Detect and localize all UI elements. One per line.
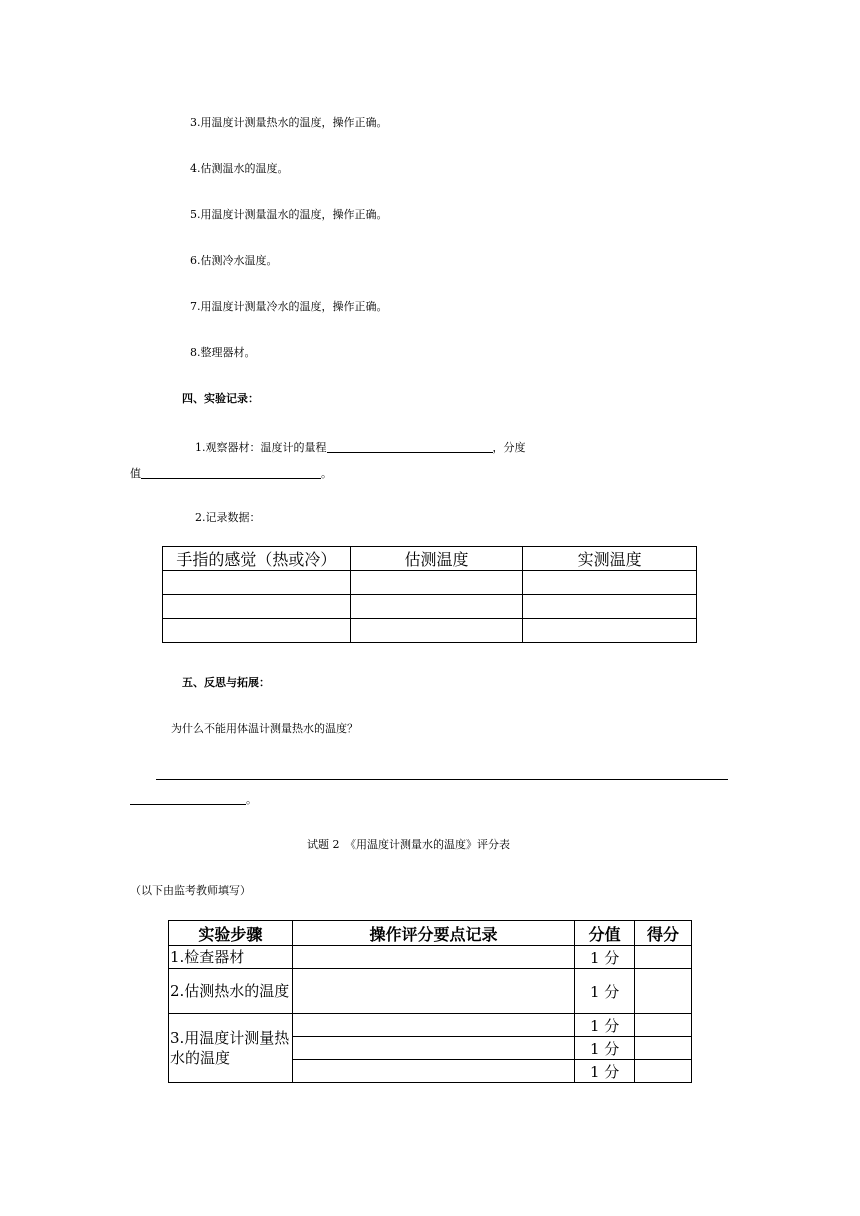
criteria-cell[interactable] [292, 1037, 574, 1060]
score-cell[interactable] [635, 1014, 692, 1037]
record-table-header [163, 547, 697, 571]
points-cell: 1 分 [575, 1014, 635, 1037]
header-step: 实验步骤 [169, 921, 293, 946]
division-blank[interactable] [141, 466, 321, 479]
score-cell[interactable] [635, 969, 692, 1014]
table-row [169, 946, 692, 969]
record-table [162, 546, 697, 643]
points-cell: 1 分 [575, 1037, 635, 1060]
points-cell: 1 分 [575, 946, 635, 969]
record-item-1-cont [130, 466, 332, 479]
header-estimated-temp: 估测温度 [350, 547, 523, 571]
cell-measured[interactable] [523, 595, 697, 619]
answer-end: 。 [246, 793, 257, 806]
step-measure-hot: 3.用温度计测量热水的温度 [169, 1014, 293, 1083]
header-criteria: 操作评分要点记录 [292, 921, 574, 946]
cell-feel[interactable] [163, 619, 351, 643]
score-title: 试题 2 《用温度计测量水的温度》评分表 [307, 838, 510, 851]
cell-measured[interactable] [523, 619, 697, 643]
cell-feel[interactable] [163, 571, 351, 595]
cell-estimate[interactable] [350, 595, 523, 619]
table-row [169, 1014, 692, 1037]
cell-feel[interactable] [163, 595, 351, 619]
criteria-cell[interactable] [292, 946, 574, 969]
table-row [163, 571, 697, 595]
header-score: 得分 [635, 921, 692, 946]
table-row [163, 619, 697, 643]
score-note: （以下由监考教师填写） [130, 884, 251, 897]
range-blank[interactable] [327, 440, 493, 453]
answer-line-2 [130, 794, 257, 805]
table-row [169, 969, 692, 1014]
score-cell[interactable] [635, 1037, 692, 1060]
section5-heading: 五、反思与拓展： [182, 676, 270, 689]
step-check-equipment: 1.检查器材 [169, 946, 293, 969]
criteria-cell[interactable] [292, 1060, 574, 1083]
answer-line-1[interactable] [156, 779, 728, 780]
table-row [163, 595, 697, 619]
cell-measured[interactable] [523, 571, 697, 595]
header-finger-feel: 手指的感觉（热或冷） [163, 547, 351, 571]
points-cell: 1 分 [575, 1060, 635, 1083]
division-end: 。 [321, 467, 332, 480]
division-label: ，分度 [492, 441, 526, 454]
reflection-question: 为什么不能用体温计测量热水的温度？ [171, 722, 358, 735]
header-points: 分值 [575, 921, 635, 946]
criteria-cell[interactable] [292, 969, 574, 1014]
step-5: 5.用温度计测量温水的温度，操作正确。 [190, 208, 388, 221]
cell-estimate[interactable] [350, 571, 523, 595]
record-item-1 [195, 440, 526, 453]
step-3: 3.用温度计测量热水的温度，操作正确。 [190, 116, 388, 129]
record-item-2: 2.记录数据： [195, 511, 261, 524]
header-measured-temp: 实测温度 [523, 547, 697, 571]
step-7: 7.用温度计测量冷水的温度，操作正确。 [190, 300, 388, 313]
step-6: 6.估测冷水温度。 [190, 254, 278, 267]
cell-estimate[interactable] [350, 619, 523, 643]
score-cell[interactable] [635, 1060, 692, 1083]
step-estimate-hot: 2.估测热水的温度 [169, 969, 293, 1014]
score-table [168, 920, 692, 1083]
step-8: 8.整理器材。 [190, 346, 256, 359]
answer-blank[interactable] [130, 794, 246, 805]
score-table-header [169, 921, 692, 946]
section4-heading: 四、实验记录： [182, 392, 259, 405]
division-value-label: 值 [130, 467, 141, 480]
step-4: 4.估测温水的温度。 [190, 162, 289, 175]
criteria-cell[interactable] [292, 1014, 574, 1037]
points-cell: 1 分 [575, 969, 635, 1014]
score-cell[interactable] [635, 946, 692, 969]
range-label: 1.观察器材：温度计的量程 [195, 441, 327, 454]
